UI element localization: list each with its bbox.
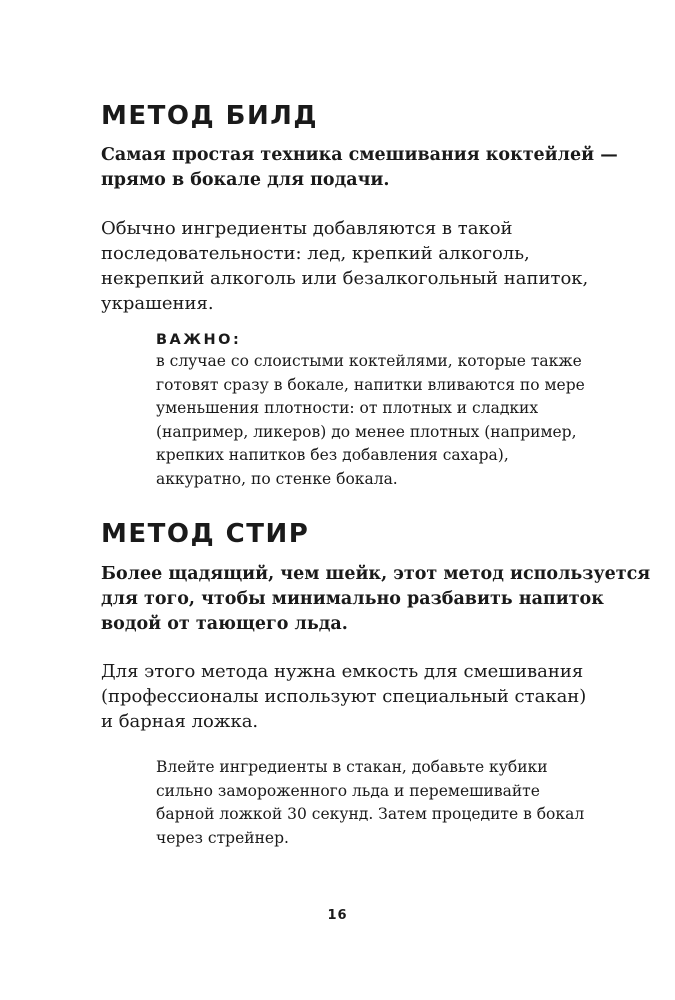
note-line: аккуратно, по стенке бокала. (156, 469, 398, 488)
section-stir-body (101, 659, 621, 734)
body-line: (профессионалы используют специальный стакан) (101, 686, 587, 707)
lead-line: Самая простая техника смешивания коктейлей — (101, 145, 618, 165)
body-line: и барная ложка. (101, 711, 259, 732)
note-line: Влейте ингредиенты в стакан, добавьте кубики (156, 758, 548, 776)
lead-line: водой от тающего льда. (101, 614, 348, 634)
lead-line: прямо в бокале для подачи. (101, 170, 390, 190)
lead-line: Более щадящий, чем шейк, этот метод используется (101, 564, 651, 584)
note-line: готовят сразу в бокале, напитки вливаются по мере (156, 375, 585, 394)
body-line: последовательности: лед, крепкий алкоголь, (101, 243, 530, 264)
note-line: крепких напитков без добавления сахара), (156, 446, 509, 464)
note-line: сильно замороженного льда и перемешивайте (156, 781, 540, 800)
note-line: в случае со слоистыми коктейлями, которые также (156, 352, 582, 370)
page-number: 16 (327, 908, 348, 923)
section-build-title: МЕТОД БИЛД (101, 101, 319, 131)
important-note-title: ВАЖНО: (156, 332, 242, 348)
section-stir-title: МЕТОД СТИР (101, 519, 310, 549)
note-line: барной ложкой 30 секунд. Затем процедите в бокал (156, 805, 585, 823)
note-line: (например, ликеров) до менее плотных (например, (156, 422, 577, 441)
note-line: через стрейнер. (156, 828, 289, 847)
body-line: некрепкий алкоголь или безалкогольный напиток, (101, 268, 589, 289)
section-build-lead (101, 143, 621, 193)
body-line: Для этого метода нужна емкость для смешивания (101, 661, 584, 682)
body-line: Обычно ингредиенты добавляются в такой (101, 218, 513, 239)
body-line: украшения. (101, 293, 214, 314)
section-stir-lead (101, 562, 651, 637)
section-build-body (101, 216, 621, 316)
important-note-text (156, 350, 606, 491)
lead-line: для того, чтобы минимально разбавить напиток (101, 589, 604, 609)
note-line: уменьшения плотности: от плотных и сладких (156, 399, 539, 417)
stir-instructions (156, 756, 606, 850)
